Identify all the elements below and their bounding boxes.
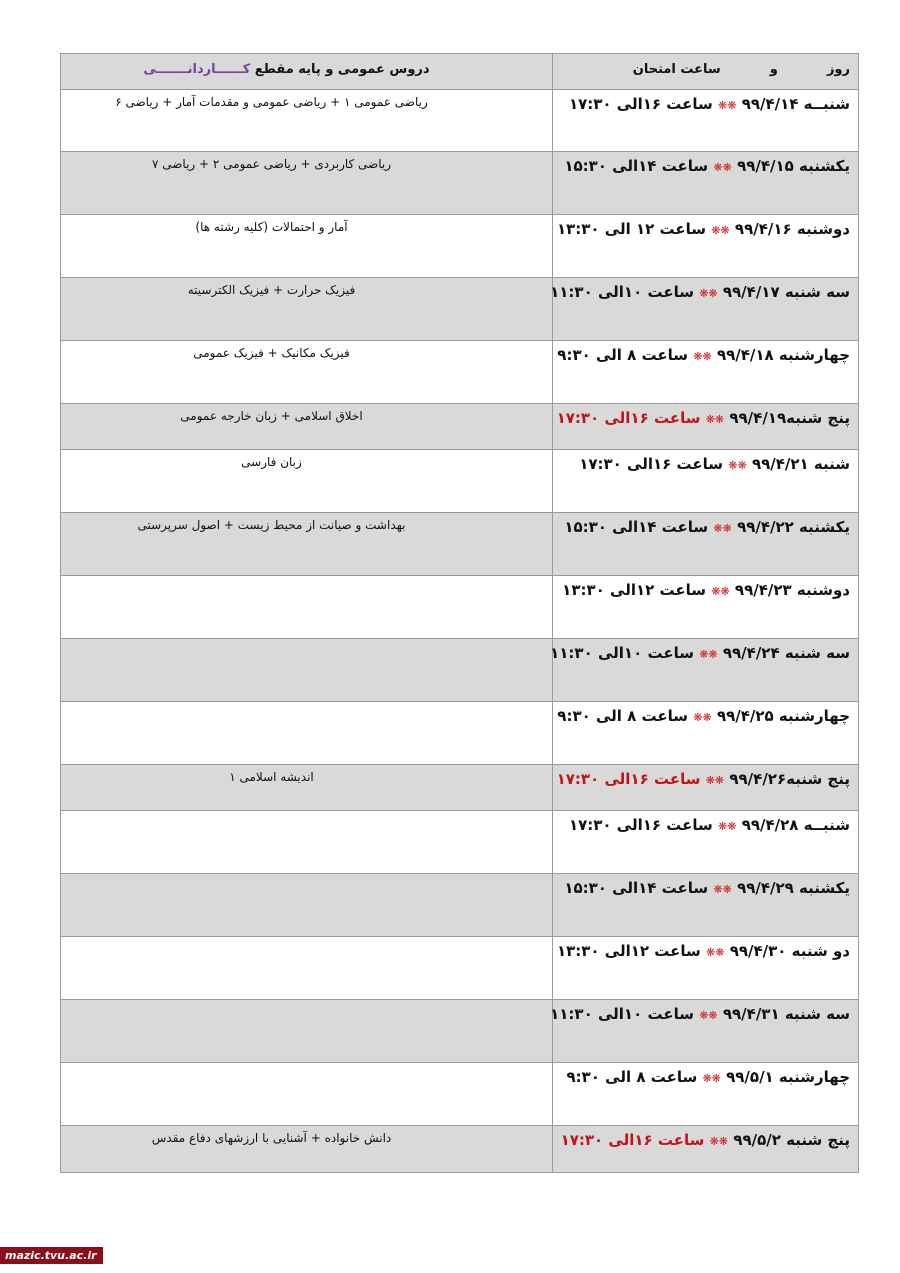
table-row (61, 1126, 858, 1172)
exam-day-date: سه شنبه ۹۹/۴/۲۴ (722, 644, 850, 662)
exam-time-range: ساعت ۱۰الی ۱۱:۳۰ (550, 283, 694, 301)
exam-day-date: شنبــه ۹۹/۴/۱۴ (741, 95, 850, 113)
and-header-label: و (769, 62, 778, 77)
course-cell (61, 874, 553, 936)
course-cell (61, 639, 553, 701)
exam-day-date: دوشنبه ۹۹/۴/۱۶ (734, 220, 850, 238)
table-header-row (61, 54, 858, 90)
exam-time-cell (553, 874, 858, 936)
table-row (61, 152, 858, 215)
separator-star-icon: ❋❋ (705, 774, 725, 787)
exam-time-range: ساعت ۸ الی ۹:۳۰ (557, 707, 689, 725)
exam-day-date: سه شنبه ۹۹/۴/۳۱ (722, 1005, 850, 1023)
table-row (61, 765, 858, 811)
course-cell (61, 702, 553, 764)
separator-star-icon: ❋❋ (702, 1072, 721, 1085)
exam-time-cell (553, 513, 858, 575)
table-row (61, 404, 858, 450)
exam-day-date: چهارشنبه ۹۹/۴/۱۸ (716, 346, 850, 364)
course-cell: زبان فارسی (61, 450, 553, 512)
exam-day-date: شنبــه ۹۹/۴/۲۸ (741, 816, 850, 834)
exam-day-date: یکشنبه ۹۹/۴/۲۹ (737, 879, 850, 897)
separator-star-icon: ❋❋ (713, 161, 732, 174)
exam-day-date: دو شنبه ۹۹/۴/۳۰ (729, 942, 850, 960)
exam-time-range: ساعت ۱۲ الی ۱۳:۳۰ (556, 220, 707, 238)
exam-day-date: یکشنبه ۹۹/۴/۲۲ (737, 518, 850, 536)
course-cell: فیزیک مکانیک + فیزیک عمومی (61, 341, 553, 403)
exam-day-date: یکشنبه ۹۹/۴/۱۵ (737, 157, 850, 175)
table-body (61, 90, 858, 1172)
separator-star-icon: ❋❋ (711, 224, 730, 237)
table-row (61, 811, 858, 874)
table-row (61, 278, 858, 341)
separator-star-icon: ❋❋ (728, 459, 747, 472)
exam-time-cell (550, 1000, 858, 1062)
exam-time-cell (553, 341, 858, 403)
course-header-level: کــــــاردانـــــــی (143, 62, 251, 77)
separator-star-icon: ❋❋ (693, 711, 712, 724)
table-row (61, 576, 858, 639)
separator-star-icon: ❋❋ (713, 522, 732, 535)
exam-time-range: ساعت ۱۰الی ۱۱:۳۰ (550, 1005, 694, 1023)
course-cell: بهداشت و صیانت از محیط زیست + اصول سرپرستی (61, 513, 553, 575)
course-cell: ریاضی عمومی ۱ + ریاضی عمومی و مقدمات آمار + ریاضی ۶ (61, 90, 553, 151)
table-row (61, 937, 858, 1000)
exam-time-cell (550, 639, 858, 701)
separator-star-icon: ❋❋ (709, 1135, 729, 1148)
table-row (61, 1063, 858, 1126)
table-row (61, 450, 858, 513)
separator-star-icon: ❋❋ (705, 413, 725, 426)
separator-star-icon: ❋❋ (699, 287, 718, 300)
exam-day-date: سه شنبه ۹۹/۴/۱۷ (722, 283, 850, 301)
exam-day-date: چهارشنبه ۹۹/۴/۲۵ (716, 707, 850, 725)
course-cell (61, 1000, 553, 1062)
table-row (61, 513, 858, 576)
exam-schedule-table (60, 53, 859, 1173)
separator-star-icon: ❋❋ (693, 350, 712, 363)
course-header-prefix: دروس عمومی و پایه مقطع (250, 62, 430, 77)
separator-star-icon: ❋❋ (699, 1009, 718, 1022)
exam-day-date: پنج شنبه ۹۹/۵/۲ (733, 1131, 850, 1149)
exam-time-range: ساعت ۸ الی ۹:۳۰ (557, 346, 689, 364)
exam-day-date: چهارشنبه ۹۹/۵/۱ (726, 1068, 850, 1086)
exam-time-range: ساعت ۱۲الی ۱۳:۳۰ (556, 942, 701, 960)
exam-time-cell (553, 576, 858, 638)
exam-time-range: ساعت ۱۶الی ۱۷:۳۰ (556, 770, 701, 788)
time-header-label: ساعت امتحان (632, 62, 721, 77)
course-cell (61, 811, 553, 873)
course-cell (61, 1063, 553, 1125)
table-row (61, 341, 858, 404)
exam-time-cell (553, 1126, 858, 1172)
course-cell: فیزیک حرارت + فیزیک الکترسیته (61, 278, 553, 340)
separator-star-icon: ❋❋ (711, 585, 730, 598)
table-row (61, 215, 858, 278)
exam-time-range: ساعت ۱۴الی ۱۵:۳۰ (564, 157, 709, 175)
exam-time-cell (553, 937, 858, 999)
exam-time-cell (553, 404, 858, 449)
separator-star-icon: ❋❋ (706, 946, 725, 959)
exam-time-range: ساعت ۱۰الی ۱۱:۳۰ (550, 644, 694, 662)
exam-day-date: پنج شنبه۹۹/۴/۱۹ (729, 409, 850, 427)
exam-time-cell (553, 215, 858, 277)
site-url-badge: mazic.tvu.ac.ir (0, 1247, 103, 1264)
exam-time-cell (553, 90, 858, 151)
exam-time-range: ساعت ۱۶الی ۱۷:۳۰ (568, 816, 713, 834)
exam-time-range: ساعت ۱۶الی ۱۷:۳۰ (568, 95, 713, 113)
exam-time-cell (553, 1063, 858, 1125)
separator-star-icon: ❋❋ (699, 648, 718, 661)
table-row (61, 90, 858, 152)
table-row (61, 874, 858, 937)
exam-time-range: ساعت ۱۴الی ۱۵:۳۰ (564, 518, 709, 536)
course-cell: آمار و احتمالات (کلیه رشته ها) (61, 215, 553, 277)
exam-day-date: پنج شنبه۹۹/۴/۲۶ (729, 770, 850, 788)
exam-time-cell (553, 811, 858, 873)
exam-day-date: شنبه ۹۹/۴/۲۱ (751, 455, 850, 473)
exam-time-range: ساعت ۱۶الی ۱۷:۳۰ (579, 455, 724, 473)
table-row (61, 1000, 858, 1063)
exam-time-cell (550, 278, 858, 340)
course-cell (61, 937, 553, 999)
course-column-header (61, 54, 553, 89)
course-cell (61, 576, 553, 638)
table-row (61, 702, 858, 765)
exam-time-range: ساعت ۱۶الی ۱۷:۳۰ (560, 1131, 705, 1149)
course-cell: دانش خانواده + آشنایی با ارزشهای دفاع مقدس (61, 1126, 553, 1172)
exam-day-date: دوشنبه ۹۹/۴/۲۳ (734, 581, 850, 599)
exam-time-range: ساعت ۱۶الی ۱۷:۳۰ (556, 409, 701, 427)
separator-star-icon: ❋❋ (713, 883, 732, 896)
separator-star-icon: ❋❋ (718, 99, 737, 112)
exam-time-cell (553, 450, 858, 512)
exam-time-cell (553, 765, 858, 810)
exam-time-cell (553, 702, 858, 764)
exam-time-cell (553, 152, 858, 214)
time-column-header (553, 54, 858, 89)
table-row (61, 639, 858, 702)
exam-time-range: ساعت ۱۴الی ۱۵:۳۰ (564, 879, 709, 897)
course-cell: اندیشه اسلامی ۱ (61, 765, 553, 810)
day-header-label: روز (826, 62, 850, 77)
separator-star-icon: ❋❋ (718, 820, 737, 833)
course-cell: اخلاق اسلامی + زبان خارجه عمومی (61, 404, 553, 449)
exam-time-range: ساعت ۱۲الی ۱۳:۳۰ (562, 581, 707, 599)
course-cell: ریاضی کاربردی + ریاضی عمومی ۲ + ریاضی ۷ (61, 152, 553, 214)
exam-time-range: ساعت ۸ الی ۹:۳۰ (566, 1068, 698, 1086)
